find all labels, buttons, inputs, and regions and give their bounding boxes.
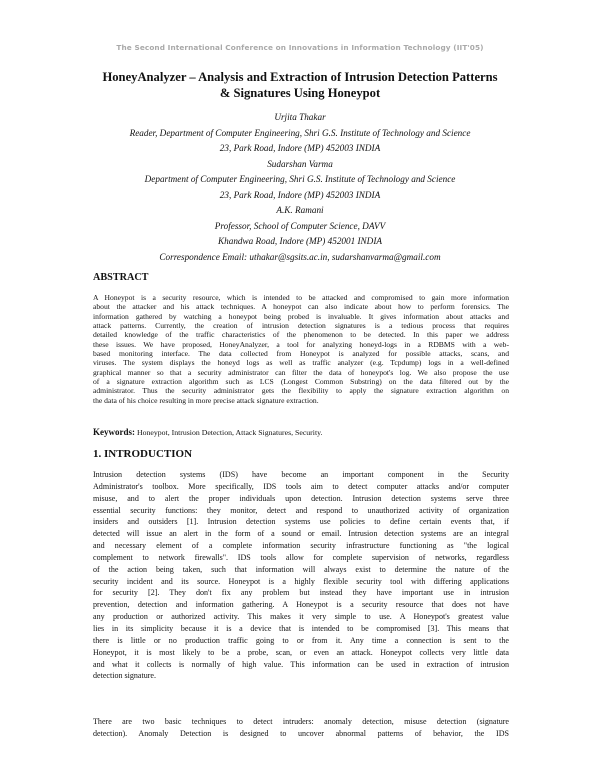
abstract-line: A Honeypot is a security resource, which is intended to be attacked and compromised to gain more information xyxy=(93,293,509,302)
body-line: of the action being taken, such that information will always exist to determine the nature of the xyxy=(93,564,509,574)
author-name: Sudarshan Varma xyxy=(267,158,333,169)
body-line: Intrusion detection systems (IDS) have become an important component in the Security xyxy=(93,470,509,479)
body-line: detected will issue an alert in the form of a sound or email. Intrusion detection systems are an integral xyxy=(93,529,509,539)
body-line: for security [2]. They don't fix any problem but instead they have important use in intrusion xyxy=(93,588,509,598)
intro-paragraph-2 xyxy=(93,716,509,740)
keywords-label: Keywords: xyxy=(93,427,135,437)
abstract-line: the data of his choice resulting in more precise attack signature extraction. xyxy=(93,395,319,405)
introduction-heading: 1. INTRODUCTION xyxy=(93,448,193,460)
abstract-line: graphical manner so that a security administrator can filter the data of honeypot's log. We also propose the use xyxy=(93,367,509,377)
abstract-heading: ABSTRACT xyxy=(93,272,149,283)
correspondence-email: Correspondence Email: uthakar@sgsits.ac.in, sudarshanvarma@gmail.com xyxy=(159,251,441,262)
body-line: any production or authorized activity. This makes it very simple to use. A Honeypot's greatest value xyxy=(93,612,509,622)
abstract-text xyxy=(93,293,509,405)
body-line: Honeypot, it is most likely to be a probe, scan, or even an attack. Honeypot collects very little data xyxy=(93,647,509,657)
body-line: misuse, and to alert the proper individuals upon detection. Intrusion detection systems serve three xyxy=(93,493,509,503)
body-line: insiders and outsiders [1]. Intrusion detection systems use policies to define certain events that, if xyxy=(93,517,509,527)
body-line: detection signature. xyxy=(93,671,157,681)
abstract-line: information gathered by watching a honeypot being probed is invaluable. It gives information about attacks and xyxy=(93,311,509,321)
author-name: A.K. Ramani xyxy=(276,205,324,216)
body-line: There are two basic techniques to detect intruders: anomaly detection, misuse detection (signature xyxy=(93,717,509,726)
author-affiliation: Department of Computer Engineering, Shri G.S. Institute of Technology and Science xyxy=(144,174,456,185)
conference-header: The Second International Conference on Innovations in Information Technology (IIT'05) xyxy=(116,43,484,52)
abstract-line: administrator. Thus the security administrator gets the flexibility to apply the signature extraction algorithm on xyxy=(93,386,509,396)
keywords xyxy=(93,427,509,437)
body-line: lies in its simplicity because it is a device that is intended to be compromised [3]. This means that xyxy=(93,623,509,633)
keywords-text: Honeypot, Intrusion Detection, Attack Signatures, Security. xyxy=(136,428,323,437)
abstract-line: attack patterns. Currently, the creation of intrusion detection signatures is a tedious process that requires xyxy=(93,321,509,331)
title-line: & Signatures Using Honeypot xyxy=(219,85,381,100)
body-line: detection). Anomaly Detection is designed to uncover abnormal patterns of behavior, the IDS xyxy=(93,728,509,738)
intro-paragraph-1 xyxy=(93,469,509,682)
title-line: HoneyAnalyzer – Analysis and Extraction of Intrusion Detection Patterns xyxy=(102,70,498,84)
body-line: essential security functions: they monitor, detect and respond to unauthorized activity of organization xyxy=(93,505,509,515)
abstract-line: detailed knowledge of the traffic characteristics of the phenomenon to be detected. In this paper we address xyxy=(93,330,509,340)
body-line: there is little or no production traffic going to or from it. Any time a connection is sent to the xyxy=(93,635,509,645)
body-line: and necessary element of a complete information security infrastructure functioning as "the logical xyxy=(93,541,509,551)
author-name: Urjita Thakar xyxy=(274,112,326,122)
body-line: and what it collects is normally of high value. This information can be used in extraction of intrusion xyxy=(93,659,509,669)
abstract-line: based monitoring interface. The data collected from Honeypot is analyzed for possible attacks, scans, and xyxy=(93,349,509,359)
paper-title xyxy=(60,70,540,101)
author-affiliation: Professor, School of Computer Science, DAVV xyxy=(214,220,386,231)
abstract-line: about the attacker and his attack techniques. A honeypot can also indicate about how to perform forensics. The xyxy=(93,302,509,312)
author-address: 23, Park Road, Indore (MP) 452003 INDIA xyxy=(219,143,381,154)
body-line: complement to network firewalls". IDS tools allow for complete supervision of networks, regardless xyxy=(93,552,509,562)
author-affiliation: Reader, Department of Computer Engineering, Shri G.S. Institute of Technology and Science xyxy=(129,127,471,138)
body-line: Administrator's toolbox. More specifically, IDS tools aim to detect computer attacks and/or computer xyxy=(93,481,509,491)
abstract-line: these issues. We have proposed, HoneyAnalyzer, a tool for analyzing honeyd-logs in a RDBMS with a web- xyxy=(93,339,509,349)
body-line: prevention, detection and information gathering. A Honeypot is a security resource that does not have xyxy=(93,600,509,610)
author-address: Khandwa Road, Indore (MP) 452001 INDIA xyxy=(218,236,382,247)
abstract-line: viruses. The system displays the honeyd logs as well as traffic analyzer (e.g. Tcpdump) logs in a well-defined xyxy=(93,358,509,368)
abstract-line: of a signature extraction algorithm such as LCS (Longest Common Substring) on the data filtered out by the xyxy=(93,377,509,387)
body-line: security incident and its source. Honeypot is a highly flexible security tool with differing applications xyxy=(93,576,509,586)
author-address: 23, Park Road, Indore (MP) 452003 INDIA xyxy=(219,189,381,200)
author-block xyxy=(70,110,530,265)
